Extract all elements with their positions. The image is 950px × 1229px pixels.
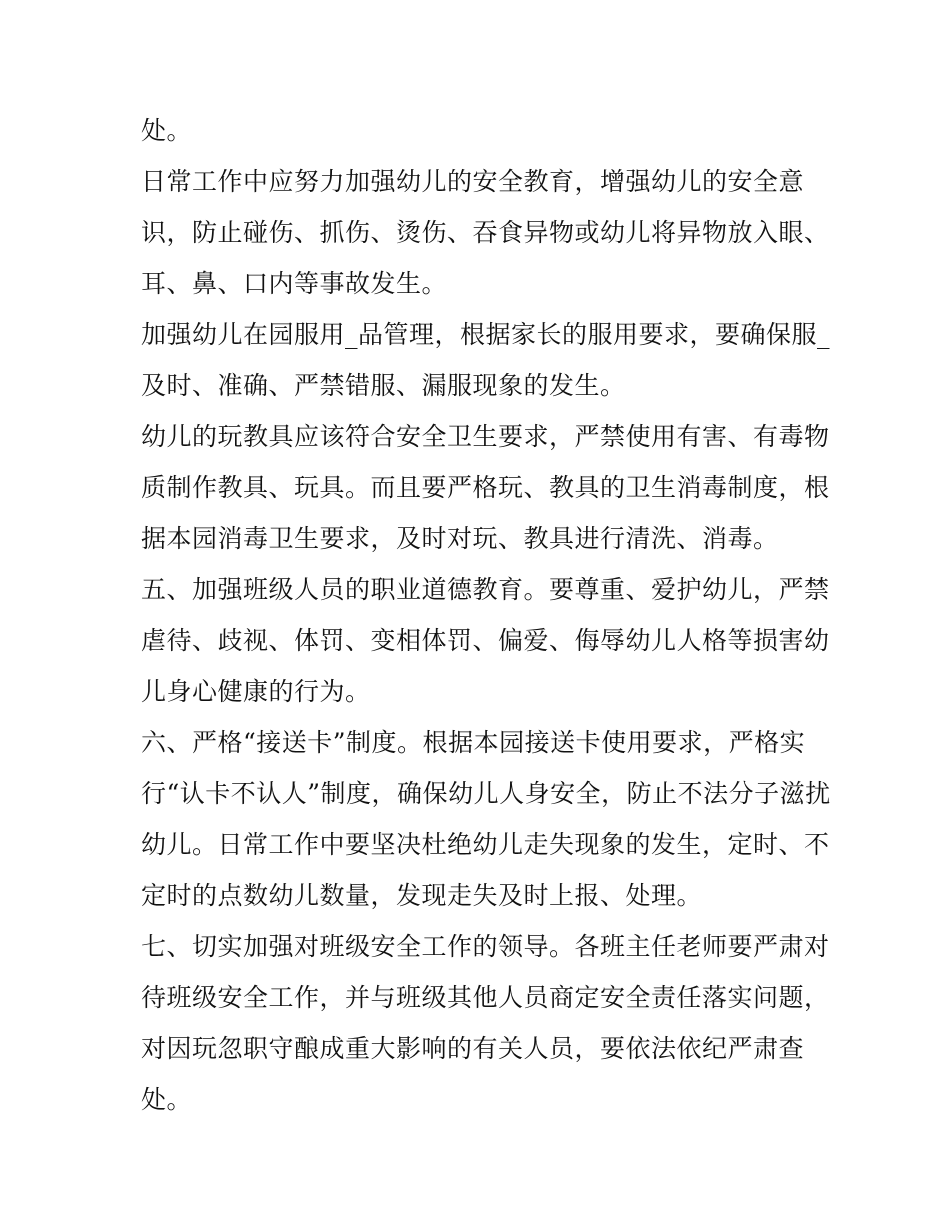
text-line: 日常工作中应努力加强幼儿的安全教育，增强幼儿的安全意	[141, 167, 805, 196]
text-line: 五、加强班级人员的职业道德教育。要尊重、爱护幼儿，严禁	[141, 575, 830, 604]
text-line: 定时的点数幼儿数量，发现走失及时上报、处理。	[141, 881, 703, 910]
text-line: 识，防止碰伤、抓伤、烫伤、吞食异物或幼儿将异物放入眼、	[141, 218, 830, 247]
text-line: 及时、准确、严禁错服、漏服现象的发生。	[141, 371, 626, 400]
text-line: 行“认卡不认人”制度，确保幼儿人身安全，防止不法分子滋扰	[141, 779, 831, 808]
text-line: 六、严格“接送卡”制度。根据本园接送卡使用要求，严格实	[141, 728, 806, 757]
text-line: 幼儿的玩教具应该符合安全卫生要求，严禁使用有害、有毒物	[141, 422, 830, 451]
text-line: 儿身心健康的行为。	[141, 677, 371, 706]
text-line: 据本园消毒卫生要求，及时对玩、教具进行清洗、消毒。	[141, 524, 779, 553]
text-line: 待班级安全工作，并与班级其他人员商定安全责任落实问题，	[141, 983, 830, 1012]
text-line: 对因玩忽职守酿成重大影响的有关人员，要依法依纪严肃查	[141, 1034, 805, 1063]
document-body	[141, 105, 831, 1125]
text-line: 处。	[141, 1085, 193, 1114]
text-line: 幼儿。日常工作中要坚决杜绝幼儿走失现象的发生，定时、不	[141, 830, 830, 859]
text-line: 处。	[141, 116, 193, 145]
text-line: 七、切实加强对班级安全工作的领导。各班主任老师要严肃对	[141, 932, 830, 961]
text-line: 虐待、歧视、体罚、变相体罚、偏爱、侮辱幼儿人格等损害幼	[141, 626, 830, 655]
text-line: 耳、鼻、口内等事故发生。	[141, 269, 448, 298]
text-line: 加强幼儿在园服用_品管理，根据家长的服用要求，要确保服_	[141, 320, 831, 349]
text-line: 质制作教具、玩具。而且要严格玩、教具的卫生消毒制度，根	[141, 473, 830, 502]
